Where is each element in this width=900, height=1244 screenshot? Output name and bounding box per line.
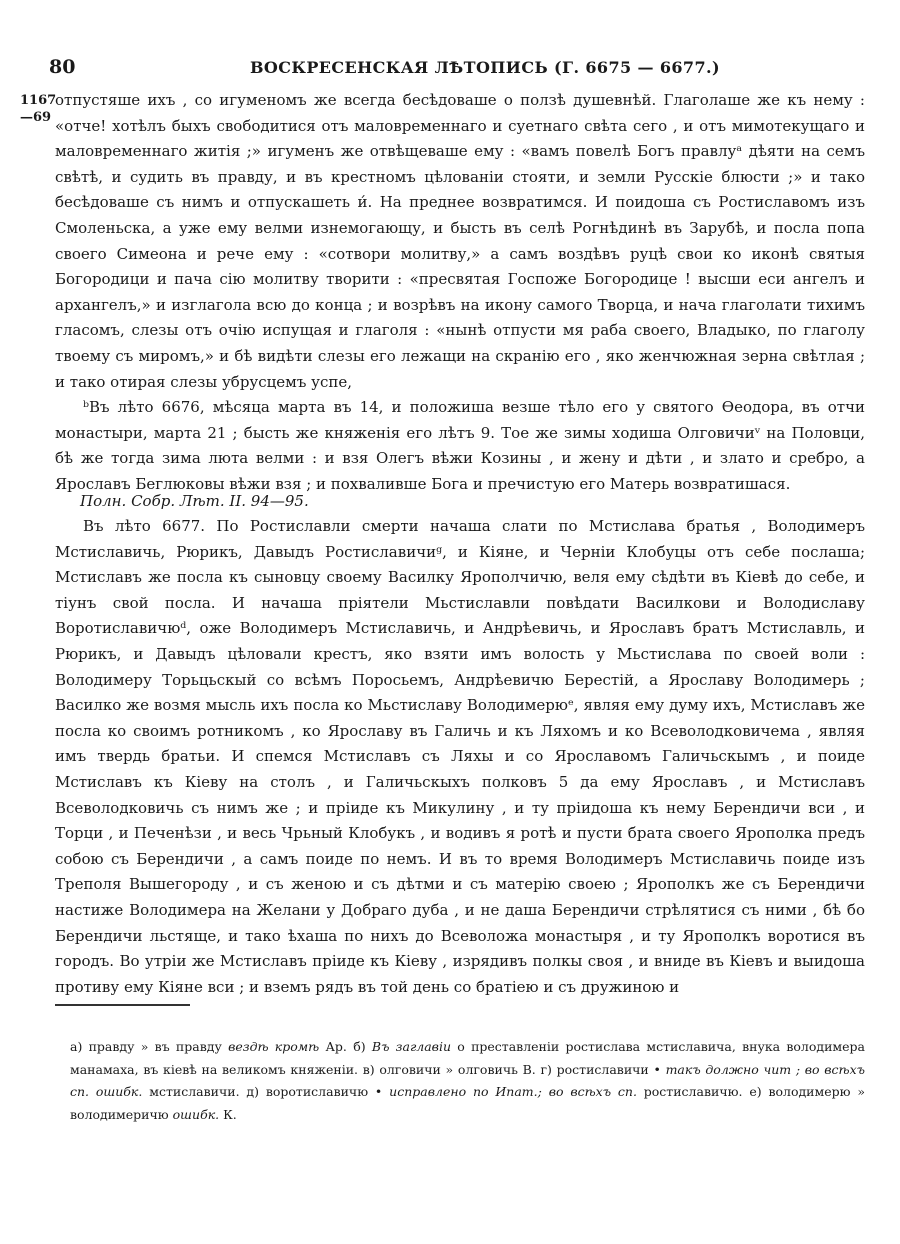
page-number: 80 — [49, 56, 76, 78]
running-title: ВОСКРЕСЕНСКАЯ ЛѢТОПИСЬ (Г. 6675 — 6677.) — [250, 58, 720, 77]
source-reference: Полн. Собр. Лѣт. II. 94—95. — [80, 492, 309, 510]
footnote-rule — [55, 1004, 190, 1006]
footnote-v: в) олговичи » олговичь В. — [362, 1061, 536, 1077]
footnote-e-note: ошибк. — [172, 1106, 220, 1122]
footnote-d: д) воротиславичю • — [246, 1084, 383, 1099]
footnote-d-note: исправлено по Ипат.; во всѣхъ сп. — [389, 1084, 637, 1099]
footnote-g: г) ростиславичи • — [540, 1061, 661, 1077]
text-block-1 — [55, 88, 865, 498]
footnote-a: а) правду » въ правду — [70, 1039, 222, 1054]
footnote-g-tail: мстиславичи. — [149, 1084, 240, 1099]
footnote-a-tail: Ар. — [325, 1039, 347, 1054]
margin-year-top: 1167 — [20, 93, 57, 108]
footnote-b: б) — [353, 1039, 366, 1054]
paragraph-year-6676: ᵇВъ лѣто 6676, мѣсяца марта въ 14, и положиша везше тѣло его у святого Ѳеодора, въ отчи монастыри, марта 21 ; бысть же княженія его лѣтъ 9. Тое же зимы ходиша Олговичиᵛ на Половци, бѣ же тогда зима люта велми : и взя Олегъ вѣжи Козины , и жену и дѣти , и злато и сребро, а Ярославъ Беглюковы вѣжи взя ; и похваливше Бога и пречистую его Матерь возвратишася. — [55, 398, 865, 493]
margin-year-bottom: —69 — [20, 110, 52, 125]
text-block-2 — [55, 514, 865, 1000]
footnote-a-note: вездѣ кромѣ — [228, 1039, 320, 1054]
footnote-b-note: Въ заглавіи — [371, 1039, 451, 1054]
footnote-g-note: такъ должно чит ; во всѣхъ сп. ошибк. — [70, 1061, 865, 1099]
paragraph-year-6677: Въ лѣто 6677. По Ростиславли смерти начаша слати по Мстислава братья , Володимеръ Мстиславичь, Рюрикъ, Давыдъ Ростиславичиᵍ, и Кіяне, и Черніи Клобуцы отъ себе послаша; Мстиславъ же посла къ сыновцу своему Василку Ярополчичю, веля ему сѣдѣти въ Кіевѣ до себе, и тіунъ свой посла. И начаша пріятели Мьстиславли повѣдати Василкови и Володиславу Воротиславичюᵈ, оже Володимеръ Мстиславичь, и Андрѣевичь, и Ярославъ братъ Мстиславль, и Рюрикъ, и Давыдъ цѣловали крестъ, яко взяти имъ волость у Мьстислава по своей воли : Володимеру Торьцьскый со всѣмъ Поросьемъ, Андрѣевичю Берестій, а Ярославу Володимерь ; Василко же возмя мысль ихъ посла ко Мьстиславу Володимерюᵉ, являя ему думу ихъ, Мстиславъ же посла ко своимъ ротникомъ , ко Ярославу въ Галичь и къ Ляхомъ и ко Всеволодковичема , являя имъ твердь братьи. И спемся Мстиславъ съ Ляхы и со Ярославомъ Галичьскымъ , и поиде Мстиславъ къ Кіеву на столъ , и Галичьскыхъ полковъ 5 да ему Ярославъ , и Мстиславъ Всеволодковичь съ нимъ же ; и пріиде къ Микулину , и ту пріидоша къ нему Берендичи вси , и Торци , и Печенѣзи , и весь Чрьный Клобукъ , и водивъ я ротѣ и пусти брата своего Ярополка предъ собою съ Берендичи , а самъ поиде по немъ. И въ то время Володимеръ Мстиславичь поиде изъ Треполя Вышегороду , и съ женою и съ дѣтми и съ матерію своею ; Ярополкъ же съ Берендичи настиже Володимера на Желани у Добраго дуба , и не даша Берендичи стрѣлятися съ ними , бѣ бо Берендичи льстяще, и тако ѣхаша по нихъ до Всеволожа монастыря , и ту Ярополкъ воротися въ городъ. Во утріи же Мстиславъ пріиде къ Кіеву , изрядивъ полкы своя , и вниде въ Кіевъ и выидоша противу ему Кіяне вси ; и вземъ рядъ въ той день со братіею и съ дружиною и — [55, 517, 865, 996]
footnote-e-tail: К. — [223, 1106, 237, 1122]
footnote-e: е) володимерю » володимеричю — [70, 1084, 866, 1122]
footnote-b-tail: о преставленіи ростислава мстиславича, внука володимера манамаха, въ кіевѣ на великомъ княженіи. — [70, 1039, 865, 1077]
paragraph-rostislav-death: отпустяше ихъ , со игуменомъ же всегда бесѣдоваше о ползѣ душевнѣй. Глаголаше же къ нему : «отче! хотѣлъ быхъ свободитися отъ маловременнаго и суетнаго свѣта сего , и отъ мимотекущаго и маловременнаго житія ;» игуменъ же отвѣщеваше ему : «вамъ повелѣ Богъ правлуᵃ дѣяти на семъ свѣтѣ, и судить въ правду, и въ крестномъ цѣлованіи стояти, и земли Русскіе блюсти ;» и тако бесѣдоваше съ нимъ и отпускашеть и́. На преднее возвратимся. И поидоша съ Ростиславомъ изъ Смоленьска, а уже ему велми изнемогающу, и бысть въ селѣ Рогнѣдинѣ въ Зарубѣ, и посла попа своего Симеона и рече ему : «сотвори молитву,» а самъ воздѣвъ руцѣ свои ко иконѣ святыя Богородици и пача сію молитву творити : «пресвятая Госпоже Богородице ! высши еси ангелъ и архангелъ,» и изглагола всю до конца ; и возрѣвъ на икону самого Творца, и нача глаголати тихимъ гласомъ, слезы отъ очію испущая и глаголя : «нынѣ отпусти мя раба своего, Владыко, по глаголу твоему съ миромъ,» и бѣ видѣти слезы его лежащи на скранію его , яко женчюжная зерна свѣтлая ; и тако отирая слезы убрусцемъ успе, — [55, 91, 865, 391]
footnotes — [70, 1036, 865, 1126]
footnote-d-tail: ростиславичю. — [643, 1084, 743, 1099]
